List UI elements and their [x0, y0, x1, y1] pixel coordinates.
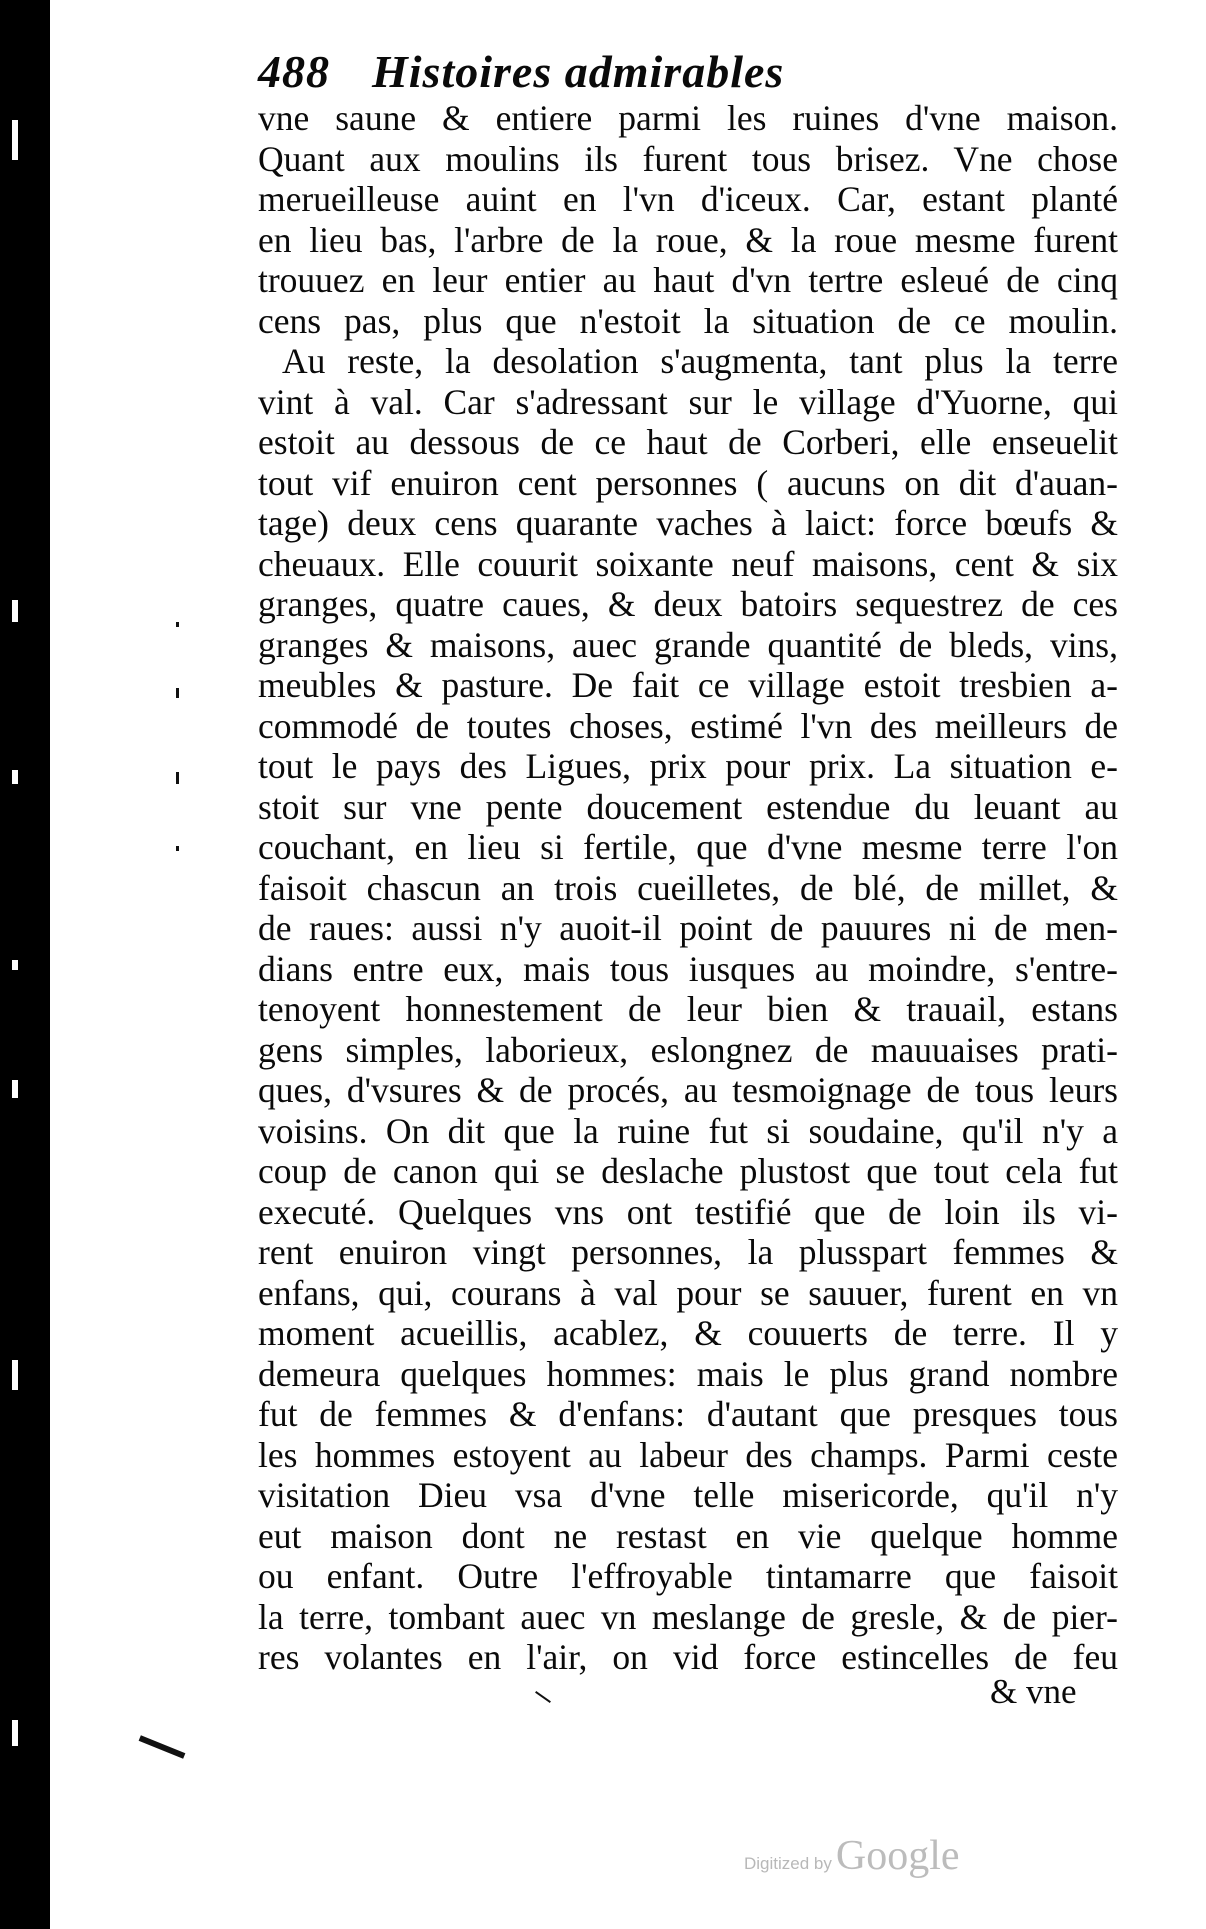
google-logo: Google — [835, 1833, 960, 1879]
text-line: stoit sur vne pente doucement estendue du leuant au — [258, 786, 1118, 827]
text-line: enfans, qui, courans à val pour se sauuer, furent en vn — [258, 1272, 1118, 1313]
running-title: Histoires admirables — [372, 46, 785, 97]
text-line: eut maison dont ne restast en vie quelque homme — [258, 1515, 1118, 1556]
digitized-by-watermark — [744, 1832, 960, 1880]
text-line: estoit au dessous de ce haut de Corberi, elle enseuelit — [258, 422, 1118, 462]
text-line: rent enuiron vingt personnes, la plusspart femmes & — [258, 1232, 1118, 1272]
ink-speck — [139, 1735, 186, 1759]
text-line: gens simples, laborieux, eslongnez de mauuaises prati- — [258, 1029, 1118, 1070]
text-line: ou enfant. Outre l'effroyable tintamarre que faisoit — [258, 1556, 1118, 1596]
book-binding-edge — [0, 0, 50, 1929]
text-line: fut de femmes & d'enfans: d'autant que presques tous — [258, 1394, 1118, 1434]
catchword: & vne — [990, 1672, 1077, 1711]
page-header — [258, 36, 1118, 98]
text-line: demeura quelques hommes: mais le plus grand nombre — [258, 1353, 1118, 1394]
text-line: faisoit chascun an trois cueilletes, de blé, de millet, & — [258, 867, 1118, 908]
ink-speck — [176, 688, 179, 698]
text-line: Quant aux moulins ils furent tous brisez. Vne chose — [258, 138, 1118, 179]
ink-speck — [176, 846, 179, 851]
text-line: de raues: aussi n'y auoit-il point de pauures ni de men- — [258, 908, 1118, 948]
ink-speck — [535, 1691, 551, 1703]
text-line: la terre, tombant auec vn meslange de gresle, & de pier- — [258, 1596, 1118, 1637]
ink-speck — [176, 622, 179, 627]
text-line: moment acueillis, acablez, & couuerts de terre. Il y — [258, 1313, 1118, 1353]
text-line: dians entre eux, mais tous iusques au moindre, s'entre- — [258, 948, 1118, 989]
text-line: les hommes estoyent au labeur des champs. Parmi ceste — [258, 1434, 1118, 1475]
page-number: 488 — [258, 46, 330, 97]
text-line: vint à val. Car s'adressant sur le village d'Yuorne, qui — [258, 381, 1118, 422]
text-line: executé. Quelques vns ont testifié que de loin ils vi- — [258, 1191, 1118, 1232]
text-line: tout le pays des Ligues, prix pour prix. La situation e- — [258, 746, 1118, 786]
text-line: tenoyent honnestement de leur bien & trauail, estans — [258, 989, 1118, 1029]
text-line: voisins. On dit que la ruine fut si soudaine, qu'il n'y a — [258, 1110, 1118, 1151]
text-line: tage) deux cens quarante vaches à laict: force bœufs & — [258, 503, 1118, 543]
text-line: granges & maisons, auec grande quantité de bleds, vins, — [258, 624, 1118, 665]
text-line: trouuez en leur entier au haut d'vn tertre esleué de cinq — [258, 260, 1118, 300]
text-line: tout vif enuiron cent personnes ( aucuns on dit d'auan- — [258, 462, 1118, 503]
digitized-by-label: Digitized by — [744, 1854, 832, 1873]
text-line: commodé de toutes choses, estimé l'vn des meilleurs de — [258, 705, 1118, 746]
text-line: res volantes en l'air, on vid force estincelles de feu — [258, 1637, 1118, 1677]
text-line: cens pas, plus que n'estoit la situation de ce moulin. — [258, 300, 1118, 341]
text-line: granges, quatre caues, & deux batoirs sequestrez de ces — [258, 584, 1118, 624]
body-text — [258, 98, 1118, 1678]
text-line: coup de canon qui se deslache plustost que tout cela fut — [258, 1151, 1118, 1191]
text-line: cheuaux. Elle couurit soixante neuf maisons, cent & six — [258, 543, 1118, 584]
text-line: en lieu bas, l'arbre de la roue, & la roue mesme furent — [258, 219, 1118, 260]
text-line: vne saune & entiere parmi les ruines d'vne maison. — [258, 98, 1118, 138]
text-line: Au reste, la desolation s'augmenta, tant plus la terre — [282, 341, 1118, 381]
text-line: ques, d'vsures & de procés, au tesmoignage de tous leurs — [258, 1070, 1118, 1110]
ink-speck — [176, 772, 179, 784]
text-line: couchant, en lieu si fertile, que d'vne mesme terre l'on — [258, 827, 1118, 867]
book-page — [258, 36, 1118, 1711]
text-line: merueilleuse auint en l'vn d'iceux. Car, estant planté — [258, 179, 1118, 219]
text-line: meubles & pasture. De fait ce village estoit tresbien a- — [258, 665, 1118, 705]
text-line: visitation Dieu vsa d'vne telle misericorde, qu'il n'y — [258, 1475, 1118, 1515]
